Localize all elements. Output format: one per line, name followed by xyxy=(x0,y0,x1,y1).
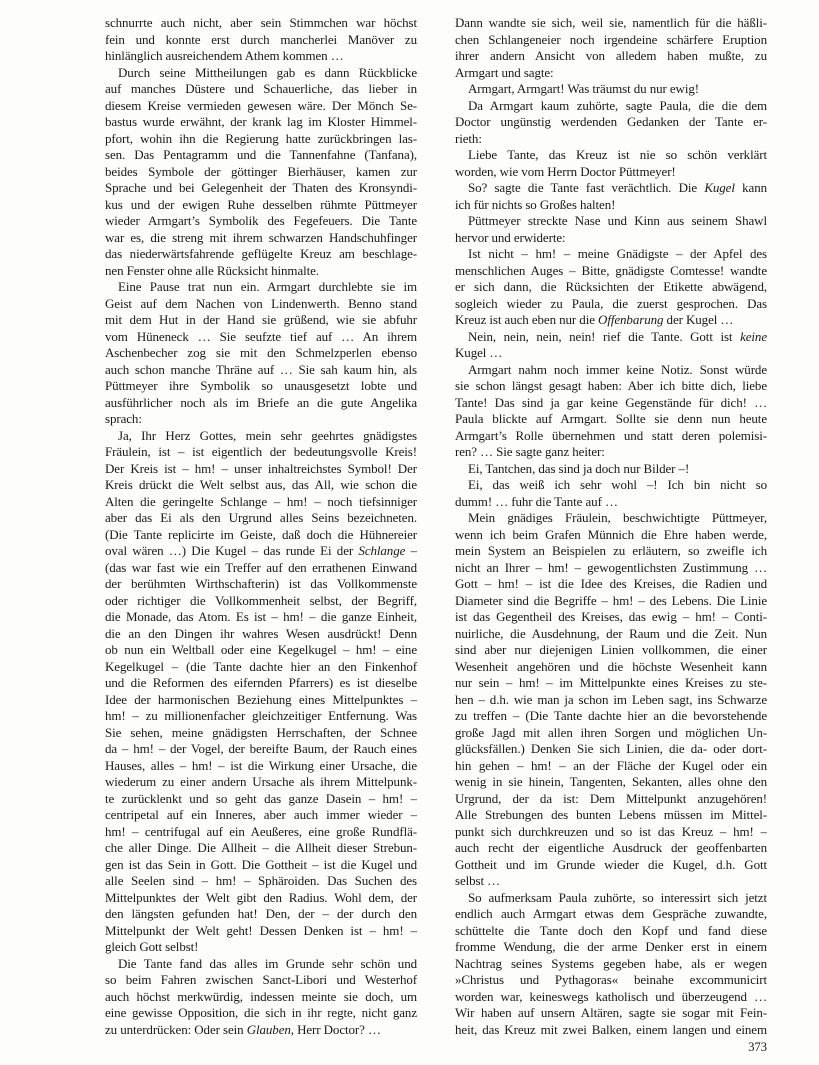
text-segment: dumm! … fuhr die Tante auf … xyxy=(455,493,618,509)
text-line xyxy=(105,230,417,247)
text-line xyxy=(105,576,417,593)
text-line xyxy=(105,725,417,742)
text-line xyxy=(105,560,417,577)
text-line xyxy=(455,675,767,692)
text-line xyxy=(105,741,417,758)
text-segment: Wir haben auf unsern Altären, sagte sie sogar mit Fein- xyxy=(455,1005,767,1020)
text-segment: gen ist das Sein in Gott. Die Gottheit – ist die Kugel und xyxy=(105,856,417,872)
text-line xyxy=(105,626,417,643)
text-line xyxy=(455,32,767,49)
text-line xyxy=(455,81,767,98)
text-line xyxy=(455,362,767,379)
italic-text: Offenbarung xyxy=(598,312,664,327)
text-line xyxy=(455,956,767,973)
text-line xyxy=(455,329,767,346)
text-segment: Idee der harmonischen Beziehung eines Mittelpunktes – xyxy=(105,691,417,707)
text-segment: Fräulein, ist – ist eigentlich der bedeutungsvolle Kreis! xyxy=(105,444,417,459)
text-line xyxy=(105,840,417,857)
text-segment: er sich dann, die Rücksichten der Etikette abwägend, xyxy=(455,279,767,294)
text-segment: alle Seelen sind – hm! – Sphäroiden. Das Suchen des xyxy=(105,873,417,888)
text-line xyxy=(105,939,417,956)
text-segment: Ei, das weiß ich sehr wohl –! Ich bin nicht so xyxy=(468,477,767,492)
text-segment: Alten die geringelte Schlange – hm! – noch tiefsinniger xyxy=(105,493,417,509)
text-line xyxy=(105,329,417,346)
text-segment: war es, die streng mit ihrem schwarzen Handschuhfinger xyxy=(105,229,417,245)
text-segment: Eine Pause trat nun ein. Armgart durchlebte sie im xyxy=(118,279,417,294)
text-line xyxy=(105,791,417,808)
italic-text: Schlange xyxy=(358,543,406,558)
text-segment: Gott – hm! – ist die Idee des Kreises, die Radien und xyxy=(455,576,767,591)
text-segment: Gottheit und im Grunde wieder die Kugel, d.h. Gott xyxy=(455,856,767,872)
text-line xyxy=(105,774,417,791)
text-segment: sprach: xyxy=(105,411,142,426)
page-number: 373 xyxy=(748,1040,767,1054)
text-line xyxy=(105,642,417,659)
text-segment: fein und konnte erst durch mancherlei Manöver zu xyxy=(105,31,417,47)
text-line xyxy=(455,708,767,725)
text-segment: Urgrund, der da ist: Dem Mittelpunkt anzugehören! xyxy=(455,790,767,806)
text-segment: Armgart’s Rolle übernehmen und statt deren polemisi- xyxy=(455,427,767,443)
text-line xyxy=(455,180,767,197)
text-line xyxy=(455,461,767,478)
italic-text: keine xyxy=(740,328,767,344)
text-segment: Paula blickte auf Armgart. Sollte sie denn nun heute xyxy=(455,411,767,426)
text-segment: Die Tante fand das alles im Grunde sehr schön und xyxy=(118,955,417,971)
text-line xyxy=(455,923,767,940)
text-line xyxy=(455,791,767,808)
text-segment: Tante! Das sind ja gar keine Gegenstände für dich! … xyxy=(455,394,767,410)
text-line xyxy=(455,494,767,511)
text-columns xyxy=(105,15,767,1038)
text-line xyxy=(105,477,417,494)
text-line xyxy=(105,906,417,923)
text-line xyxy=(105,494,417,511)
text-line xyxy=(455,131,767,148)
text-segment: wenig in sie hinein, Tangenten, Sekanten, alles ohne den xyxy=(455,774,767,789)
text-segment: Püttmeyer ihre Symbolik so unausgesetzt lobte und xyxy=(105,378,417,393)
text-segment: oval wären …) Die Kugel – das runde Ei der xyxy=(105,543,359,558)
text-line xyxy=(455,774,767,791)
text-line xyxy=(455,213,767,230)
text-line xyxy=(455,428,767,445)
left-column xyxy=(105,15,417,1038)
text-line xyxy=(105,708,417,725)
text-segment: schüttelte die Tante doch den Kopf und fand diese xyxy=(455,922,767,938)
text-segment: diesem Kreise vermieden gewesen wäre. Der Mönch Se- xyxy=(105,97,417,113)
text-segment: nen Fenster ohne alle Rücksicht hinmalte. xyxy=(105,262,319,278)
text-segment: heit, das Kreuz mit zwei Balken, einem langen und einem xyxy=(455,1021,767,1037)
text-segment: Sie sehen, meine gnädigsten Herrschaften, der Schnee xyxy=(105,724,417,740)
text-segment: chen Schlangeneier noch irgendeine schärfere Eruption xyxy=(455,31,767,47)
text-segment: und die Reformen des eifernden Pfarrers) es ist dieselbe xyxy=(105,675,417,690)
text-segment: vom Hüneneck … Sie seufzte tief auf … An ihrem xyxy=(105,328,417,344)
text-line xyxy=(105,692,417,709)
text-line xyxy=(105,972,417,989)
text-line xyxy=(105,279,417,296)
text-line xyxy=(455,395,767,412)
text-segment: sogleich wieder zu Paula, die zuerst gesprochen. Das xyxy=(455,295,767,311)
text-line xyxy=(105,659,417,676)
text-line xyxy=(455,312,767,329)
text-segment: (das war fast wie ein Treffer auf den errathenen Einwand xyxy=(105,559,417,575)
text-line xyxy=(455,972,767,989)
text-segment: Mittelpunktes der Welt gibt den Radius. Wohl dem, der xyxy=(105,889,417,905)
text-segment: die an den Dingen ihr wahres Wesen ausdrückt! Denn xyxy=(105,625,417,641)
text-segment: , Herr Doctor? … xyxy=(290,1021,381,1037)
text-line xyxy=(105,527,417,544)
text-line xyxy=(455,857,767,874)
text-segment: sie schon längst gesagt haben: Aber ich bitte dich, liebe xyxy=(455,378,767,393)
text-line xyxy=(105,395,417,412)
text-segment: der Kugel … xyxy=(663,312,734,327)
text-line xyxy=(455,593,767,610)
text-segment: da – hm! – der Vogel, der bereifte Baum, der Rauch eines xyxy=(105,741,417,756)
text-segment: fromme Wendung, die der arme Denker erst in einem xyxy=(455,939,767,954)
text-segment: rieth: xyxy=(455,130,482,146)
text-line xyxy=(455,114,767,131)
text-line xyxy=(455,164,767,181)
text-line xyxy=(105,48,417,65)
text-line xyxy=(105,543,417,560)
text-line xyxy=(455,939,767,956)
text-line xyxy=(455,543,767,560)
text-segment: eine gewisse Opposition, die sich in ihr regte, nicht ganz xyxy=(105,1005,417,1020)
text-line xyxy=(105,32,417,49)
text-line xyxy=(105,114,417,131)
text-line xyxy=(105,428,417,445)
text-line xyxy=(455,576,767,593)
text-segment: te zurücklenkt und so geht das ganze Dasein – hm! – xyxy=(105,790,417,806)
text-segment: Hauses, alles – hm! – ist die Wirkung einer Ursache, die xyxy=(105,757,417,773)
text-segment: ren? … Sie sagte ganz heiter: xyxy=(455,444,605,459)
text-segment: auch recht der eigentliche Ausdruck der geoffenbarten xyxy=(455,840,767,855)
text-line xyxy=(455,989,767,1006)
text-segment: kann xyxy=(734,180,767,195)
text-segment: ist das Gegentheil des Kreises, das ewig – hm! – Conti- xyxy=(455,609,767,624)
text-line xyxy=(455,642,767,659)
text-line xyxy=(105,989,417,1006)
text-line xyxy=(105,98,417,115)
text-segment: glücksfällen.) Denken Sie sich Linien, die da- oder dort- xyxy=(455,741,767,756)
text-line xyxy=(105,593,417,610)
text-line xyxy=(105,345,417,362)
text-segment: auf manches Düstere und Schauerliche, das lieber in xyxy=(105,81,417,96)
text-segment: sind aber nur diejenigen Linien vollkommen, die einer xyxy=(455,642,767,657)
text-segment: schnurrte auch nicht, aber sein Stimmchen war höchst xyxy=(105,15,417,30)
text-line xyxy=(105,824,417,841)
text-segment: »Christus und Pythagoras« beinahe excommunicirt xyxy=(455,972,767,987)
text-line xyxy=(105,1005,417,1022)
text-segment: der berühmten Wirthschafterin) ist das Vollkommenste xyxy=(105,576,417,591)
text-line xyxy=(105,147,417,164)
text-line xyxy=(455,906,767,923)
text-segment: menschlichen Auges – Bitte, gnädigste Comtesse! wandte xyxy=(455,262,767,278)
text-line xyxy=(455,560,767,577)
text-line xyxy=(105,675,417,692)
text-segment: endlich auch Armgart etwas dem Gespräche zuwandte, xyxy=(455,906,767,921)
text-line xyxy=(105,1022,417,1039)
text-segment: hm! – zu millionenfacher gleichzeitiger Entfernung. Was xyxy=(105,708,417,723)
text-line xyxy=(455,477,767,494)
text-line xyxy=(105,81,417,98)
text-line xyxy=(105,213,417,230)
text-segment: worden war, keineswegs katholisch und überzeugend … xyxy=(455,988,767,1004)
text-line xyxy=(455,824,767,841)
text-line xyxy=(455,692,767,709)
text-segment: nicht an Ihrer – hm! – gewogentlichsten Zustimmung … xyxy=(455,559,767,575)
text-segment: Da Armgart kaum zuhörte, sagte Paula, die die dem xyxy=(468,97,767,113)
text-segment: – xyxy=(405,543,417,558)
text-line xyxy=(105,378,417,395)
text-line xyxy=(455,725,767,742)
text-segment: So? sagte die Tante fast verächtlich. Die xyxy=(468,180,705,195)
text-line xyxy=(455,1022,767,1039)
text-segment: gleich Gott selbst! xyxy=(105,939,199,954)
text-segment: Ja, Ihr Herz Gottes, mein sehr geehrtes gnädigstes xyxy=(118,427,417,443)
right-column xyxy=(455,15,767,1038)
text-line xyxy=(455,197,767,214)
text-segment: den längsten gefunden hat! Den, der – der durch den xyxy=(105,906,417,921)
text-segment: bastus wurde erwähnt, der krank lag im Kloster Himmel- xyxy=(105,114,417,129)
text-line xyxy=(455,873,767,890)
text-segment: wiederum zu einer andern Ursache als ihrem Mittelpunk- xyxy=(105,774,417,789)
text-line xyxy=(105,131,417,148)
text-segment: Kugel … xyxy=(455,345,503,360)
text-segment: che aller Dinge. Die Allheit – die Allheit dieser Strebun- xyxy=(105,840,417,855)
text-segment: Ist nicht – hm! – meine Gnädigste – der Apfel des xyxy=(468,246,767,261)
text-segment: Püttmeyer streckte Nase und Kinn aus seinem Shawl xyxy=(468,213,767,228)
text-line xyxy=(455,890,767,907)
text-line xyxy=(105,296,417,313)
text-segment: wenn ich beim Grafen Münnich die Ehre haben werde, xyxy=(455,526,767,542)
text-segment: so beim Fahren zwischen Sanct-Libori und Westerhof xyxy=(105,972,417,987)
italic-text: Kugel xyxy=(704,180,735,195)
text-segment: ich für nichts so Großes halten! xyxy=(455,196,616,212)
text-line xyxy=(105,873,417,890)
text-segment: pfort, wohin ihn die Regierung hatte zurückbringen las- xyxy=(105,130,417,146)
text-line xyxy=(455,807,767,824)
text-segment: wieder Armgart’s Symbolik des Fegefeuers. Die Tante xyxy=(105,213,417,228)
text-line xyxy=(105,312,417,329)
text-line xyxy=(105,890,417,907)
text-segment: Sprache und bei Gelegenheit der Thaten des Kronsyndi- xyxy=(105,180,417,195)
text-segment: centripetal auf ein Inneres, aber auch immer wieder – xyxy=(105,807,417,822)
text-segment: (Die Tante replicirte im Geiste, daß doch die Hühnereier xyxy=(105,526,417,542)
text-segment: Liebe Tante, das Kreuz ist nie so schön verklärt xyxy=(468,147,767,162)
text-line xyxy=(455,230,767,247)
text-line xyxy=(455,345,767,362)
text-line xyxy=(455,147,767,164)
text-segment: Armgart nahm noch immer keine Notiz. Sonst würde xyxy=(468,361,767,377)
text-segment: sen. Das Pentagramm und die Tannenfahne (Tanfana), xyxy=(105,147,417,162)
text-line xyxy=(455,609,767,626)
text-line xyxy=(105,263,417,280)
text-segment: Doctor ungünstig werdenden Gedanken der Tante er- xyxy=(455,114,767,129)
text-line xyxy=(455,510,767,527)
text-segment: mein System an Beispielen zu erläutern, so zweifle ich xyxy=(455,543,767,558)
text-segment: zu unterdrücken: Oder sein xyxy=(105,1021,247,1037)
text-segment: hen – d.h. wie man ja schon im Leben sagt, ins Schwarze xyxy=(455,691,767,707)
text-segment: punkt sich durchkreuzen und so ist das Kreuz – hm! – xyxy=(455,823,767,839)
text-segment: nur sein – hm! – im Mittelpunkte eines Kreises zu ste- xyxy=(455,675,767,690)
text-segment: auch schon manche Thräne auf … Sie sah kaum hin, als xyxy=(105,361,417,377)
text-line xyxy=(455,65,767,82)
text-segment: aber das Ei als den Urgrund alles Seins bezeichneten. xyxy=(105,510,417,525)
text-line xyxy=(455,758,767,775)
text-line xyxy=(455,741,767,758)
text-segment: hinlänglich ausreichendem Athem kommen … xyxy=(105,48,344,63)
text-segment: auch höchst merkwürdig, indessen meinte sie doch, um xyxy=(105,988,417,1004)
italic-text: Glauben xyxy=(246,1021,291,1037)
text-segment: ausführlicher noch als im Briefe an die gute Angelika xyxy=(105,394,417,410)
text-segment: Alle Strebungen des bunten Lebens müssen im Mittel- xyxy=(455,807,767,822)
text-line xyxy=(105,65,417,82)
text-line xyxy=(455,626,767,643)
text-segment: Mein gnädiges Fräulein, beschwichtigte Püttmeyer, xyxy=(468,510,767,525)
text-segment: ob nun ein Weltball oder eine Kegelkugel – hm! – eine xyxy=(105,642,417,657)
text-line xyxy=(105,246,417,263)
text-segment: die Monade, das Atom. Es ist – hm! – die ganze Einheit, xyxy=(105,609,417,624)
text-line xyxy=(105,180,417,197)
text-segment: Wesenheit angehören und die höchste Wesenheit kann xyxy=(455,658,767,674)
text-line xyxy=(105,758,417,775)
text-line xyxy=(105,956,417,973)
text-line xyxy=(455,98,767,115)
text-segment: Mittelpunkt der Welt geht! Dessen Denken ist – hm! – xyxy=(105,922,417,938)
text-line xyxy=(455,659,767,676)
text-segment: mit dem Hut in der Hand sie grüßend, wie sie abfuhr xyxy=(105,312,417,327)
text-line xyxy=(455,246,767,263)
text-line xyxy=(105,164,417,181)
text-line xyxy=(455,378,767,395)
text-segment: Geist auf dem Nachen von Lindenwerth. Benno stand xyxy=(105,295,417,311)
text-line xyxy=(455,1005,767,1022)
text-segment: Nachtrag seines Systems gegeben habe, als er wegen xyxy=(455,955,767,971)
text-segment: Ei, Tantchen, das sind ja doch nur Bilder –! xyxy=(468,460,690,476)
text-segment: große Jagd mit allen ihren Sorgen und möglichen Un- xyxy=(455,724,767,740)
text-line xyxy=(455,411,767,428)
text-segment: Durch seine Mittheilungen gab es dann Rückblicke xyxy=(118,64,417,80)
text-line xyxy=(105,923,417,940)
text-line xyxy=(455,15,767,32)
text-segment: Nein, nein, nein, nein! rief die Tante. Gott ist xyxy=(468,328,741,344)
text-line xyxy=(455,444,767,461)
text-segment: kus und der ewigen Ruhe desselben rühmte Püttmeyer xyxy=(105,196,417,212)
text-segment: So aufmerksam Paula zuhörte, so interessirt sich jetzt xyxy=(468,889,767,905)
text-line xyxy=(105,857,417,874)
text-segment: worden, wie vom Herrn Doctor Püttmeyer! xyxy=(455,163,676,179)
text-segment: Aschenbecher zog sie mit den Schmelzperlen ebenso xyxy=(105,345,417,360)
text-line xyxy=(105,362,417,379)
text-segment: hin gehen – hm! – an der Fläche der Kugel oder ein xyxy=(455,757,767,773)
text-segment: Dann wandte sie sich, weil sie, namentlich für die häßli- xyxy=(455,15,767,30)
text-segment: beides Symbole der göttinger Bierhäuser, kamen zur xyxy=(105,163,417,179)
text-segment: Kreis drückt die Welt selbst aus, das All, wie schon die xyxy=(105,477,417,492)
text-line xyxy=(455,279,767,296)
text-segment: Der Kreis ist – hm! – unser inhaltreichstes Symbol! Der xyxy=(105,460,417,476)
text-line xyxy=(105,15,417,32)
text-segment: Kegelkugel – (die Tante dachte hier an den Finkenhof xyxy=(105,658,417,674)
text-segment: zu treffen – (Die Tante dachte hier an die bevorstehende xyxy=(455,708,767,723)
text-line xyxy=(105,444,417,461)
text-segment: Kreuz ist auch eben nur die xyxy=(455,312,599,327)
text-line xyxy=(455,527,767,544)
text-line xyxy=(105,411,417,428)
text-segment: oder richtiger die Vollkommenheit selbst, der Begriff, xyxy=(105,592,417,608)
text-segment: Armgart, Armgart! Was träumst du nur ewig! xyxy=(468,81,699,96)
text-line xyxy=(455,840,767,857)
text-line xyxy=(105,197,417,214)
text-segment: hervor und erwiderte: xyxy=(455,229,566,245)
text-segment: das niederwärtsfahrende geflügelte Kreuz am beschlage- xyxy=(105,246,417,261)
text-line xyxy=(455,48,767,65)
text-line xyxy=(105,609,417,626)
text-segment: nuirliche, die Ausdehnung, der Raum und die Zeit. Nun xyxy=(455,625,767,641)
text-line xyxy=(455,296,767,313)
text-segment: Diameter sind die Begriffe – hm! – des Lebens. Die Linie xyxy=(455,592,767,608)
text-line xyxy=(105,807,417,824)
text-segment: Armgart und sagte: xyxy=(455,64,554,80)
text-segment: selbst … xyxy=(455,873,501,888)
text-line xyxy=(105,510,417,527)
text-line xyxy=(455,263,767,280)
text-line xyxy=(105,461,417,478)
text-segment: hm! – centrifugal auf ein Aeußeres, eine große Rundflä- xyxy=(105,823,417,839)
text-segment: ihrer andern Ansicht von alledem haben mußte, zu xyxy=(455,48,767,63)
